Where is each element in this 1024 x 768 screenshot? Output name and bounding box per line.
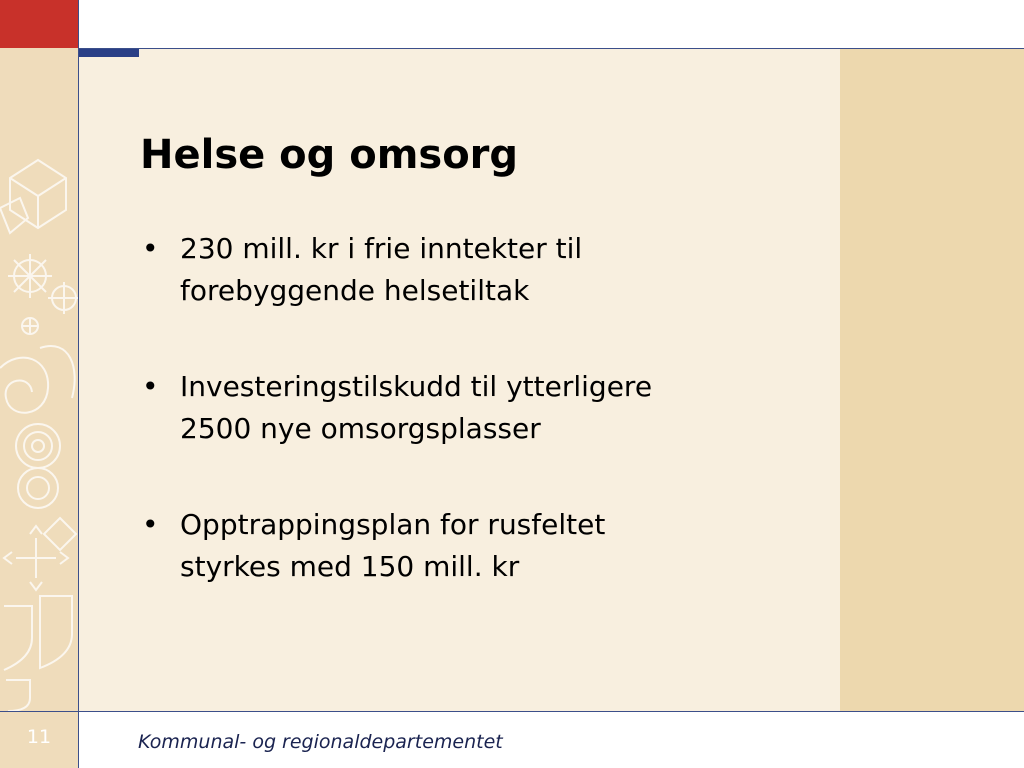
- bullet-text-line: Investeringstilskudd til ytterligere: [180, 370, 653, 403]
- bullet-list: [140, 228, 820, 642]
- bullet-item: [140, 228, 820, 312]
- bullet-item: [140, 366, 820, 450]
- right-panel: [840, 49, 1024, 711]
- bullet-icon: •: [142, 508, 159, 541]
- page-number: 11: [26, 726, 52, 748]
- slide-title: Helse og omsorg: [140, 132, 519, 178]
- footer-organization: Kommunal- og regionaldepartementet: [138, 731, 503, 753]
- decorative-pattern-strip: [0, 48, 78, 711]
- bullet-text-line: forebyggende helsetiltak: [180, 274, 530, 307]
- bullet-text-line: 2500 nye omsorgsplasser: [180, 412, 541, 445]
- bottom-divider: [0, 711, 1024, 712]
- red-corner-block: [0, 0, 78, 48]
- bullet-text-line: styrkes med 150 mill. kr: [180, 550, 520, 583]
- bullet-item: [140, 504, 820, 588]
- bullet-text-line: Opptrappingsplan for rusfeltet: [180, 508, 606, 541]
- bullet-text-line: 230 mill. kr i frie inntekter til: [180, 232, 583, 265]
- bullet-icon: •: [142, 232, 159, 265]
- blue-accent-bar: [79, 49, 139, 57]
- bullet-icon: •: [142, 370, 159, 403]
- decorative-pattern-icon: [0, 48, 78, 711]
